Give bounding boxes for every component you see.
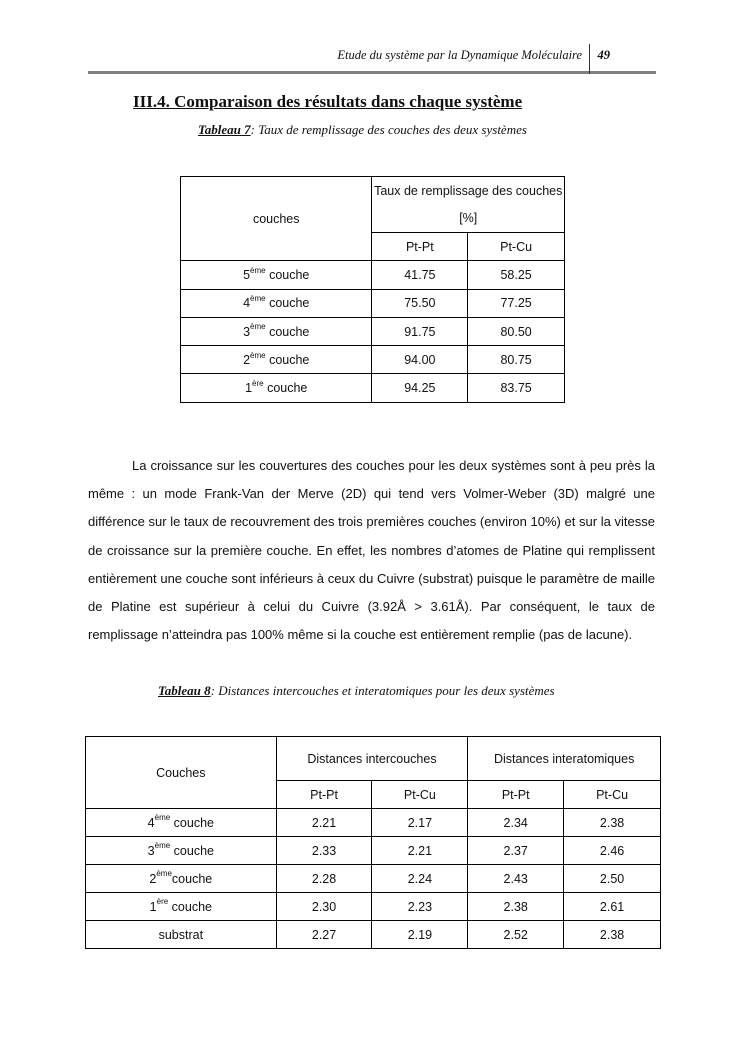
layer-number: 2 bbox=[149, 871, 157, 886]
layer-ordinal: ème bbox=[250, 322, 266, 332]
table8-layer-cell bbox=[86, 865, 277, 893]
table8-caption bbox=[158, 683, 555, 699]
table7-header-layer: couches bbox=[181, 177, 372, 261]
layer-number: 5 bbox=[243, 267, 251, 282]
table8-value-cell: 2.17 bbox=[372, 809, 468, 837]
table8-header-group1: Distances intercouches bbox=[276, 737, 468, 781]
table7-row bbox=[181, 317, 565, 345]
layer-ordinal: ème bbox=[250, 350, 266, 360]
table8-value-cell: 2.24 bbox=[372, 865, 468, 893]
layer-number: 4 bbox=[147, 815, 155, 830]
table8-value-cell: 2.46 bbox=[564, 837, 661, 865]
layer-number: 3 bbox=[147, 843, 155, 858]
table7-layer-cell bbox=[181, 289, 372, 317]
table8 bbox=[85, 736, 661, 949]
table8-value-cell: 2.38 bbox=[564, 921, 661, 949]
layer-ordinal: ème bbox=[154, 813, 171, 823]
table7-value-cell: 41.75 bbox=[372, 261, 468, 289]
table7-subheader: Pt-Pt bbox=[372, 233, 468, 261]
table8-caption-text: : Distances intercouches et interatomiques pour les deux systèmes bbox=[210, 683, 555, 698]
layer-ordinal: ère bbox=[156, 897, 169, 907]
page-header bbox=[88, 40, 656, 74]
table7-row bbox=[181, 346, 565, 374]
table7-value-cell: 77.25 bbox=[468, 289, 565, 317]
table8-row bbox=[86, 893, 661, 921]
table8-value-cell: 2.21 bbox=[372, 837, 468, 865]
layer-word: couche bbox=[263, 381, 308, 396]
table7-row bbox=[181, 374, 565, 402]
header-title: Etude du système par la Dynamique Moléculaire bbox=[337, 48, 582, 62]
table7-value-cell: 94.00 bbox=[372, 346, 468, 374]
table8-value-cell: 2.38 bbox=[468, 893, 564, 921]
table8-value-cell: 2.30 bbox=[276, 893, 372, 921]
layer-number: 4 bbox=[243, 296, 251, 311]
table8-value-cell: 2.28 bbox=[276, 865, 372, 893]
table7-caption-text: : Taux de remplissage des couches des deux systèmes bbox=[250, 122, 527, 137]
header-separator bbox=[589, 44, 590, 74]
table8-row bbox=[86, 921, 661, 949]
table8-value-cell: 2.19 bbox=[372, 921, 468, 949]
table7-value-cell: 94.25 bbox=[372, 374, 468, 402]
section-title: III.4. Comparaison des résultats dans chaque système bbox=[133, 92, 523, 111]
table8-subheader: Pt-Pt bbox=[468, 781, 564, 809]
layer-ordinal: ème bbox=[250, 294, 266, 304]
table7-value-cell: 80.50 bbox=[468, 317, 565, 345]
layer-word: couche bbox=[265, 352, 310, 367]
table7-value-cell: 80.75 bbox=[468, 346, 565, 374]
layer-word: couche bbox=[265, 296, 310, 311]
table7-layer-cell bbox=[181, 346, 372, 374]
page-number: 49 bbox=[597, 48, 610, 62]
layer-word: couche bbox=[170, 815, 214, 830]
table8-header-group2: Distances interatomiques bbox=[468, 737, 661, 781]
layer-number: 1 bbox=[149, 899, 157, 914]
body-paragraph: La croissance sur les couvertures des couches pour les deux systèmes sont à peu près la même : un mode Frank-Van der Merve (2D) qui tend vers Volmer-Weber (3D) malgré une différence sur le taux de recouvrement des trois premières couches (environ 10%) et sur la vitesse de croissance sur la première couche. En effet, les nombres d’atomes de Platine qui remplissent entièrement une couche sont inférieurs à ceux du Cuivre (substrat) puisque le paramètre de maille de Platine est supérieur à celui du Cuivre (3.92Å > 3.61Å). Par conséquent, le taux de remplissage n’atteindra pas 100% même si la couche est entièrement remplie (pas de lacune). bbox=[88, 458, 655, 643]
table8-subheader: Pt-Pt bbox=[276, 781, 372, 809]
table7-layer-cell bbox=[181, 374, 372, 402]
layer-ordinal: ème bbox=[156, 869, 172, 879]
table8-value-cell: 2.52 bbox=[468, 921, 564, 949]
table7-row bbox=[181, 261, 565, 289]
table7-subheader: Pt-Cu bbox=[468, 233, 565, 261]
table8-subheader: Pt-Cu bbox=[372, 781, 468, 809]
table8-value-cell: 2.50 bbox=[564, 865, 661, 893]
layer-word: couche bbox=[168, 899, 212, 914]
table7-row bbox=[181, 289, 565, 317]
table7-header-group: Taux de remplissage des couches [%] bbox=[372, 177, 565, 233]
table7-layer-cell bbox=[181, 317, 372, 345]
table7-value-cell: 83.75 bbox=[468, 374, 565, 402]
table8-label: Tableau 8 bbox=[158, 683, 211, 698]
table8-value-cell: 2.21 bbox=[276, 809, 372, 837]
layer-word: couche bbox=[265, 324, 310, 339]
table8-value-cell: 2.38 bbox=[564, 809, 661, 837]
table8-value-cell: 2.33 bbox=[276, 837, 372, 865]
table8-layer-cell bbox=[86, 837, 277, 865]
layer-number: substrat bbox=[158, 927, 204, 942]
layer-ordinal: ème bbox=[250, 265, 266, 275]
table8-layer-cell bbox=[86, 809, 277, 837]
table8-subheader: Pt-Cu bbox=[564, 781, 661, 809]
table8-value-cell: 2.23 bbox=[372, 893, 468, 921]
table8-row bbox=[86, 865, 661, 893]
layer-ordinal: ème bbox=[154, 841, 171, 851]
table7-value-cell: 91.75 bbox=[372, 317, 468, 345]
table8-row bbox=[86, 837, 661, 865]
table8-value-cell: 2.61 bbox=[564, 893, 661, 921]
table7 bbox=[180, 176, 565, 403]
table7-layer-cell bbox=[181, 261, 372, 289]
table8-value-cell: 2.34 bbox=[468, 809, 564, 837]
table7-value-cell: 58.25 bbox=[468, 261, 565, 289]
table8-value-cell: 2.37 bbox=[468, 837, 564, 865]
table7-label: Tableau 7 bbox=[198, 122, 251, 137]
table8-value-cell: 2.27 bbox=[276, 921, 372, 949]
layer-word: couche bbox=[170, 843, 214, 858]
table8-layer-cell bbox=[86, 893, 277, 921]
table7-caption bbox=[198, 122, 527, 138]
table7-value-cell: 75.50 bbox=[372, 289, 468, 317]
layer-word: couche bbox=[265, 267, 310, 282]
layer-number: 2 bbox=[243, 352, 251, 367]
layer-number: 3 bbox=[243, 324, 251, 339]
layer-ordinal: ère bbox=[252, 378, 264, 388]
table8-value-cell: 2.43 bbox=[468, 865, 564, 893]
table8-row bbox=[86, 809, 661, 837]
layer-word: couche bbox=[171, 871, 213, 886]
table8-layer-cell bbox=[86, 921, 277, 949]
layer-number: 1 bbox=[245, 381, 253, 396]
table8-header-layer: Couches bbox=[86, 737, 277, 809]
